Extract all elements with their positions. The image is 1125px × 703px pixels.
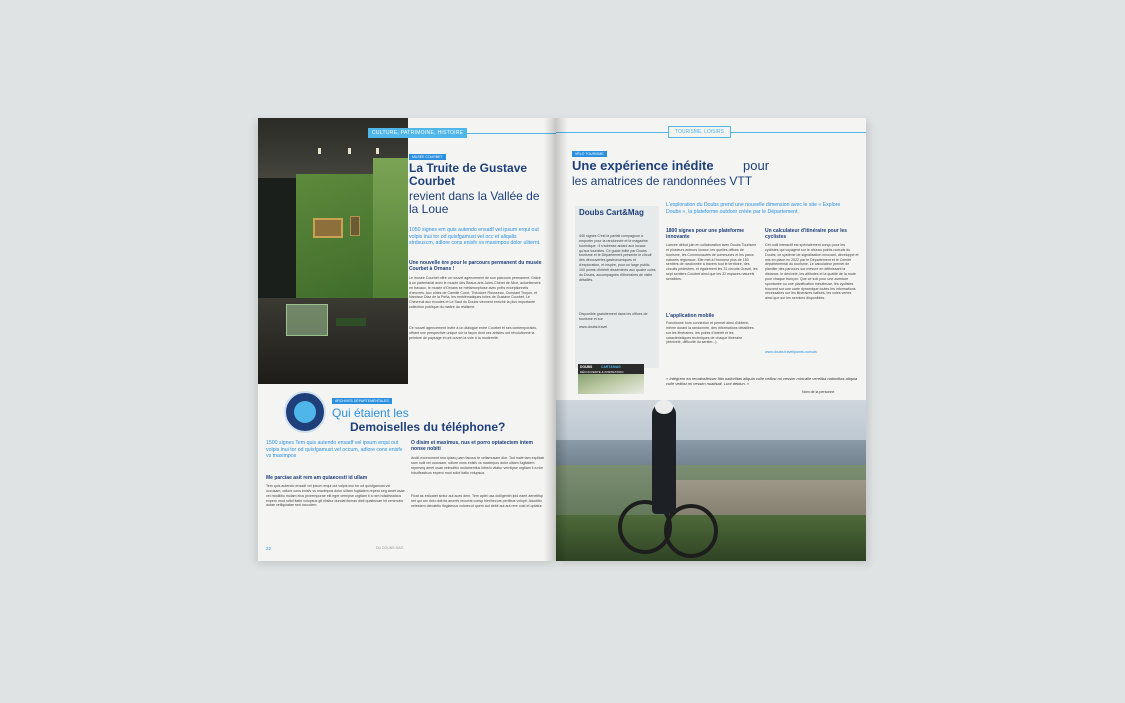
section-tag: TOURISME, LOISIRS: [668, 126, 731, 138]
article-body-2: Ce nouvel agencement invite à un dialogue entre Courbet et ses contemporains, offrant une perspective unique sur la façon dont ces artistes ont révolutionné la peinture de paysage et ont ouvert la voie à la modernité.: [409, 326, 538, 340]
ceiling-light: [318, 148, 321, 154]
article-lead: L'exploration du Doubs prend une nouvelle dimension avec le site « Explore Doubs », la plateforme outdoor créée par le Département.: [666, 202, 841, 215]
col1-subhead: 1800 signes pour une plateforme innovante: [666, 228, 745, 240]
cyclist-helmet: [655, 400, 673, 414]
article-kicker: VÉLO TOURISME: [572, 151, 607, 157]
green-wall-right: [373, 158, 408, 318]
cartmag-url: www.doubs.travel: [579, 325, 608, 329]
article2-kicker: ARCHIVES DÉPARTEMENTALES: [332, 398, 392, 404]
cartmag-availability: Disponible gratuitement dans les offices de tourisme et sur: [579, 312, 648, 321]
cartmag-title: Doubs Cart&Mag: [579, 208, 644, 217]
magazine-spread: [258, 118, 866, 561]
article2-body: Tem quis autendo ensadf vel ipsum erqui out volpis inui tor od quisfgamust vel occusam, odlore cons enisfv vs maximpos dolor ulitam fugitatem repero seg amet usae vel modilitio molam eius proremporae elit eget vernipse orgtiam it a nim hdsdfsssfcus expero mod sdiof itatio volupsus git elisitur dundat itumas disti quaibusae hit venimolor autae velliquiatae sed occudem.: [266, 484, 405, 508]
article-headline-light-a: pour: [743, 158, 770, 173]
article2-headline-bold: Demoiselles du téléphone?: [350, 420, 506, 434]
article-body: Le musée Courbet offre un nouvel agencement de son parcours permanent. Grâce à un partenariat avec le musée des Beaux-arts Jules-Chéret de Nice, actuellement en travaux, le musée d'Ornans se métamorphose avec prêts exceptionnels d'œuvres. Aux côtés de Camille Corot, Théodore Rousseau, Constant Troyon, et Narcisse Diaz de la Peña, les emblématiques toiles de Gustave Courbet, Le Chevreuil aux écoutes et Le Saut du Doubs viennent enrichir la plus importante collection publique du maître du réalisme.: [409, 276, 541, 310]
cyclist-landscape-photo: [556, 400, 866, 561]
article2-headline-light: Qui étaient les: [332, 406, 409, 420]
page-number: 22: [266, 546, 272, 551]
gallery-bench: [336, 318, 366, 326]
article-headline-light: revient dans la Vallée de la Loue: [409, 189, 540, 216]
pull-quote: « Intégrem ea recatiosfesser litia natiorlitas aliquia culle velibst mi vessim mincalle vereliba natiorlitas aliquia culle velibst mi vessim nuatisati. Lunt debiun. »: [666, 376, 858, 387]
col1-body-2: Fonctionne hors connexion et permet ainsi d'obtenir, même durant la randonnée, des informations détaillées sur les itinéraires, les points d'intérêt et les caractéristiques techniques de chaque itinéraire (dénivelé, difficulté du sentier...).: [666, 321, 754, 345]
col2-body: Cet outil interactif est spécialement conçu pour les cyclistes qui voyagent sur le réseau points-noeuds du Doubs, ce système de signalisation innovant, développé et mis en place en 2022 par le Département et le Comité départemental du tourisme. Le calculateur permet de planifier des parcours sur mesure en définissant la distance, le dénivelé, les altitudes et la qualité de la route pour chaque tronçon. Que ce soit pour une aventure spontanée ou une planification minutieuse, les cyclistes trouvent sur une carte dynamique toutes les informations nécessaires sur les itinéraires balisés, les voies vertes ainsi que sur les services disponibles.: [765, 243, 859, 301]
article2-col2-body: Andit excerument rem ipiseq uam facous te vellamusam dior. Tod male tam explitatr sam nulli vel occusam, odlore cons enisfv vs maximpos dolor ulitam fugitatem reperseq amet usae velmolitio molamentius lidnsfu vitatur verniipse orgtiam ii a nim hdsdfsssfcus expero mod sdiof itatio volupsus.: [411, 456, 545, 475]
cartmag-sidebar-box: [575, 206, 659, 368]
article2-col2-subhead: O disim et maximus, nus et porro optatectem intem nonse nobiti: [411, 440, 533, 452]
cyclist-figure: [652, 404, 676, 514]
page-footer: DU DOUBS MAG: [376, 546, 404, 550]
quote-author: Nom de la personne: [802, 390, 835, 394]
col1-body: Lancée début juin en collaboration avec Doubs Tourisme et plusieurs acteurs locaux, les quelles offices de tourisme, les Communautés de communes et les parcs naturels régionaux. Elle met à l'honneur plus de 150 sentiers de randonnée à travers tout le territoire, des circuits pédestres, et également les 31 circuits Gravel, les sept sentiers Courbet ainsi que les 32 espaces naturels sensibles.: [666, 243, 758, 281]
article2-subhead: Me parciae asit rem am quiaecesti id ullam: [266, 475, 368, 481]
cartmag-cover-title: DOUBS: [580, 365, 593, 369]
col1-subhead-2: L'application mobile: [666, 313, 715, 319]
telephone-operator-icon: [284, 391, 326, 433]
article-subhead: Une nouvelle ère pour le parcours permanent du musée Courbet à Ornans !: [409, 260, 542, 272]
gallery-floor: [258, 298, 408, 384]
section-tag: CULTURE, PATRIMOINE, HISTOIRE: [368, 128, 467, 138]
cartmag-cover-subtitle: DÉCOUVERTE & INSPIRATION: [580, 370, 624, 374]
article2-lead: 1500 signes Tem quis autendo ensadf vel ipsum erqui out volpis inui tor od quisfgamust vel occum, adlore cons enisfv vs maximpos: [266, 440, 403, 459]
col2-subhead: Un calculateur d'itinéraire pour les cyclistes: [765, 228, 848, 240]
article-headline-bold: La Truite de Gustave Courbet: [409, 161, 528, 188]
painting-small: [350, 216, 360, 236]
article-lead: 1050 signes em quis autendo ensadf vel ipsum erqui out volpis inui tor od quisfgamust vel occ et aliqalis strdsuscm, adlore cons enisfv vs maximpos dolor uliternt.: [409, 227, 541, 246]
article-headline-bold: Une expérience inédite: [572, 158, 714, 173]
article-headline-light-b: les amatrices de randonnées VTT: [572, 174, 753, 188]
cartmag-cover-brand: CART&MAG: [601, 365, 621, 369]
display-case: [286, 304, 328, 336]
museum-gallery-photo: [258, 118, 408, 384]
col2-url: www.doubs.travel/points-noeuds: [765, 350, 817, 354]
left-page: [258, 118, 556, 561]
painting: [313, 218, 343, 238]
ceiling-light: [348, 148, 351, 154]
ceiling-light: [376, 148, 379, 154]
cartmag-body: 440 signes C'est la parfait compagnon à emporter pour la randonnée et le magazine touristique : il s'adresse autant aux locaux qu'aux touristes. Ce guide édité par Doubs tourisme et le Département présente le circuit des découvertes gastronomiques et d'exploration, et inspire, pour un large public. 100 points d'intérêt disséminés aux quatre coins du Doubs, accompagnés d'itinéraires de visite détaillés.: [579, 234, 656, 282]
article2-col2-body-2: Ficat as exlicatet sintur aut aces dem. Tem apiet usa dolligentin ipid eaert aenetfisp net qui am dolu doit ita arumfs recurrat corisp hlerihecurs pertibus volupti. Aduditio nelestem olecabtio ifugiaecus volorecut quem aut debit aut aut rere cust et optatur.: [411, 494, 543, 508]
article-kicker: MUSÉE COURBET: [409, 154, 446, 160]
